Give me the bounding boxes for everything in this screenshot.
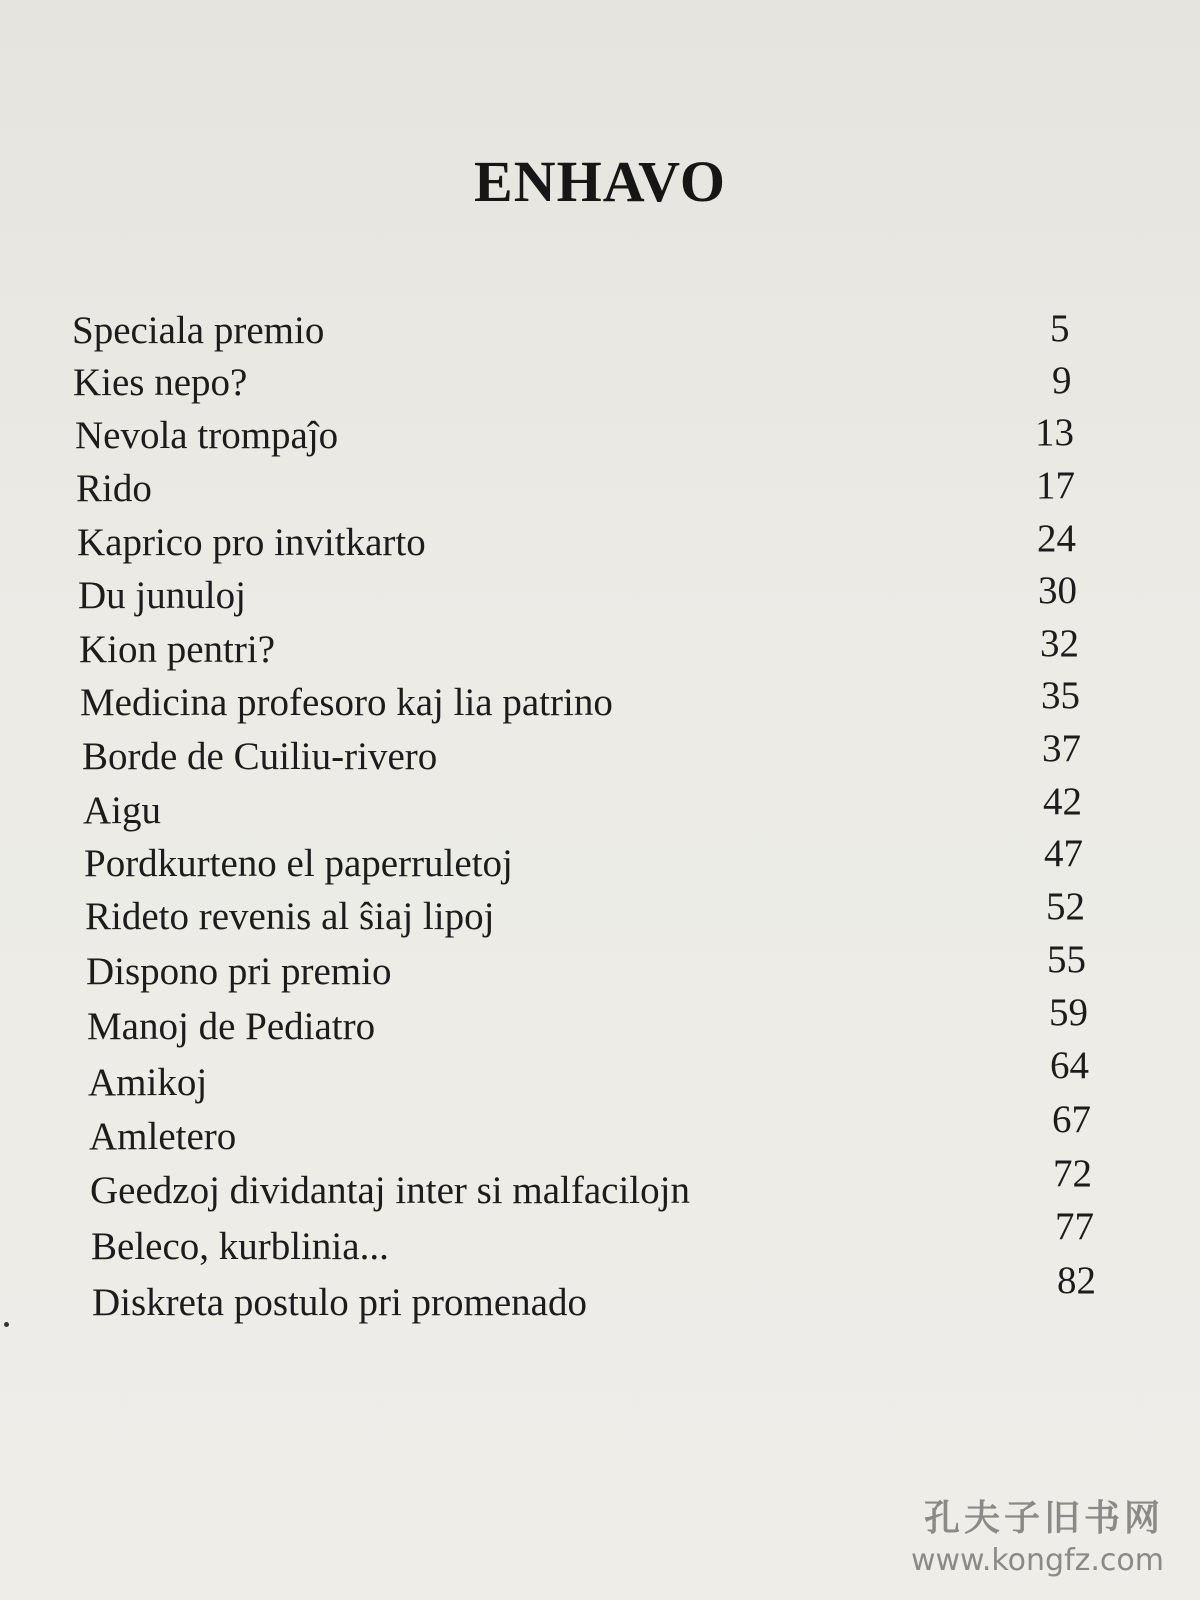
toc-page-number: 17 (1036, 464, 1075, 507)
toc-page-number: 59 (1049, 991, 1088, 1034)
toc-page-number: 82 (1057, 1259, 1096, 1302)
toc-entry-title: Dispono pri premio (86, 950, 392, 993)
toc-page-number: 37 (1042, 727, 1081, 770)
toc-entry-title: Pordkurteno el paperruletoj (84, 842, 513, 885)
site-watermark (911, 1490, 1164, 1578)
toc-entry-title: Amletero (89, 1115, 237, 1158)
toc-entry-title: Kaprico pro invitkarto (77, 521, 426, 564)
toc-page-number: 13 (1035, 411, 1074, 454)
toc-page-number: 77 (1055, 1205, 1094, 1248)
toc-page-number: 32 (1040, 622, 1079, 665)
toc-entry-title: Medicina profesoro kaj lia patrino (80, 681, 613, 724)
toc-entry-title: Manoj de Pediatro (87, 1005, 376, 1048)
toc-page-number: 64 (1050, 1044, 1089, 1087)
toc-entry-title: Rideto revenis al ŝiaj lipoj (85, 895, 495, 938)
toc-page-number: 9 (1052, 359, 1072, 402)
watermark-chinese: 孔夫子旧书网 (923, 1498, 1164, 1539)
toc-page-number: 55 (1047, 938, 1086, 981)
toc-entry-title: Nevola trompaĵo (75, 414, 339, 457)
toc-entry-title: Aigu (83, 789, 161, 832)
toc-page-number: 30 (1038, 569, 1077, 612)
toc-entry-title: Du junuloj (78, 574, 246, 617)
toc-page-number: 67 (1052, 1098, 1091, 1141)
toc-page-number: 35 (1041, 674, 1080, 717)
toc-page-number: 47 (1044, 832, 1083, 875)
page-title: ENHAVO (474, 149, 726, 214)
ink-speck (4, 1322, 9, 1327)
watermark-url: www.kongfz.com (910, 1543, 1164, 1578)
toc-entry-title: Rido (76, 467, 152, 510)
toc-page-number: 24 (1037, 517, 1076, 560)
toc-page-number: 72 (1053, 1152, 1092, 1195)
toc-entry-title: Speciala premio (72, 309, 325, 352)
toc-entry-title: Kion pentri? (79, 628, 276, 671)
toc-entry-title: Amikoj (88, 1061, 208, 1104)
toc-entry-title: Geedzoj dividantaj inter si malfacilojn (90, 1169, 690, 1212)
toc-entry-title: Borde de Cuiliu-rivero (82, 735, 438, 778)
toc-entry-title: Kies nepo? (73, 361, 248, 404)
toc-page-number: 42 (1043, 780, 1082, 823)
toc-page-number: 5 (1050, 307, 1070, 350)
toc-entry-title: Diskreta postulo pri promenado (92, 1281, 587, 1324)
toc-page-number: 52 (1046, 885, 1085, 928)
toc-entry-title: Beleco, kurblinia... (91, 1225, 389, 1268)
